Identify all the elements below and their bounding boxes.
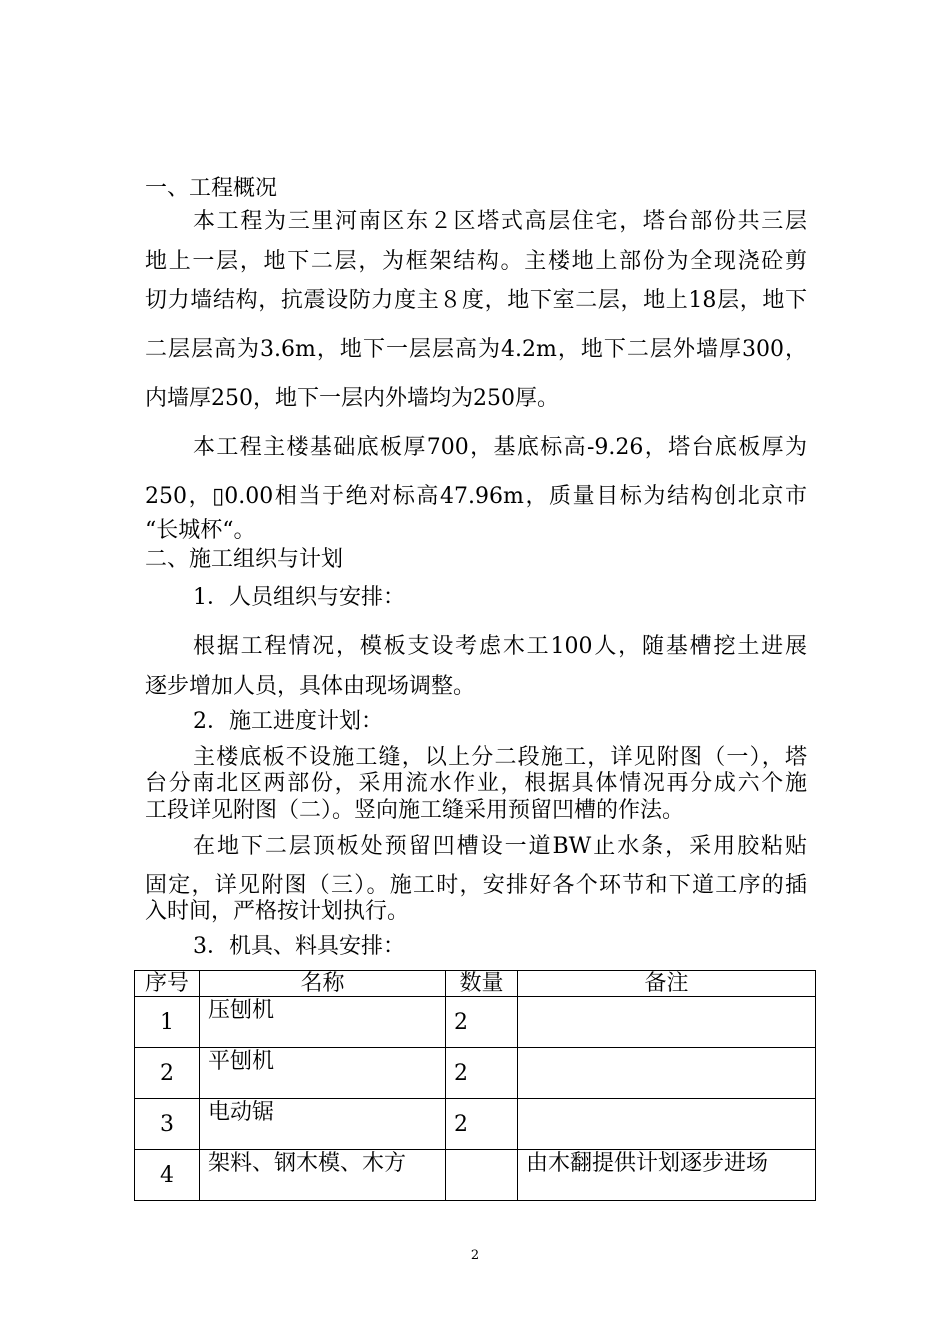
cell-note [518,997,816,1048]
cell-qty [446,1150,518,1201]
page-number: 2 [470,1248,480,1263]
table-row [135,1150,816,1201]
paragraph-line: “长城杯“。 [145,518,256,543]
header-no: 序号 [135,971,200,997]
paragraph-line: 地上一层，地下二层，为框架结构。主楼地上部份为全现浇砼剪 [145,249,807,274]
cell-name: 压刨机 [200,997,446,1048]
section-heading-overview: 一、工程概况 [145,176,278,201]
cell-qty: 2 [446,997,518,1048]
header-qty: 数量 [446,971,518,997]
cell-note: 由木翻提供计划逐步进场 [518,1150,816,1201]
paragraph-line: 在地下二层顶板处预留凹槽设一道BW止水条，采用胶粘贴 [193,834,807,859]
cell-no: 1 [135,997,200,1048]
cell-name: 电动锯 [200,1099,446,1150]
section-heading-organization: 二、施工组织与计划 [145,547,344,572]
cell-note [518,1048,816,1099]
cell-name: 平刨机 [200,1048,446,1099]
header-note: 备注 [518,971,816,997]
paragraph-line: 工段详见附图（二）。竖向施工缝采用预留凹槽的作法。 [145,798,685,823]
table-row [135,1099,816,1150]
paragraph-line: 切力墙结构，抗震设防力度主８度，地下室二层，地上18层，地下 [145,288,807,313]
paragraph-line: 主楼底板不设施工缝，以上分二段施工，详见附图（一），塔 [193,745,807,770]
subheading-equipment: 3．机具、料具安排： [193,934,405,959]
subheading-schedule: 2．施工进度计划： [193,709,383,734]
cell-no: 4 [135,1150,200,1201]
cell-name: 架料、钢木模、木方 [200,1150,446,1201]
table-row [135,1048,816,1099]
table-row [135,997,816,1048]
paragraph-line: 固定，详见附图（三）。施工时，安排好各个环节和下道工序的插 [145,873,807,898]
paragraph-line: 250，▯0.00相当于绝对标高47.96m，质量目标为结构创北京市 [145,484,807,509]
paragraph-line: 逐步增加人员，具体由现场调整。 [145,674,476,699]
paragraph-line: 内墙厚250，地下一层内外墙均为250厚。 [145,386,559,411]
header-name: 名称 [200,971,446,997]
equipment-table [134,970,816,1201]
cell-qty: 2 [446,1048,518,1099]
cell-note [518,1099,816,1150]
paragraph-line: 本工程主楼基础底板厚700，基底标高-9.26，塔台底板厚为 [193,435,807,460]
cell-qty: 2 [446,1099,518,1150]
subheading-personnel: 1．人员组织与安排： [193,585,405,610]
table-header-row [135,971,816,997]
paragraph-line: 入时间，严格按计划执行。 [145,899,410,924]
paragraph-line: 根据工程情况，模板支设考虑木工100人，随基槽挖土进展 [193,634,807,659]
paragraph-line: 台分南北区两部份，采用流水作业，根据具体情况再分成六个施 [145,771,807,796]
cell-no: 2 [135,1048,200,1099]
cell-no: 3 [135,1099,200,1150]
paragraph-line: 本工程为三里河南区东２区塔式高层住宅，塔台部份共三层 [193,209,807,234]
paragraph-line: 二层层高为3.6m，地下一层层高为4.2m，地下二层外墙厚300， [145,337,807,362]
